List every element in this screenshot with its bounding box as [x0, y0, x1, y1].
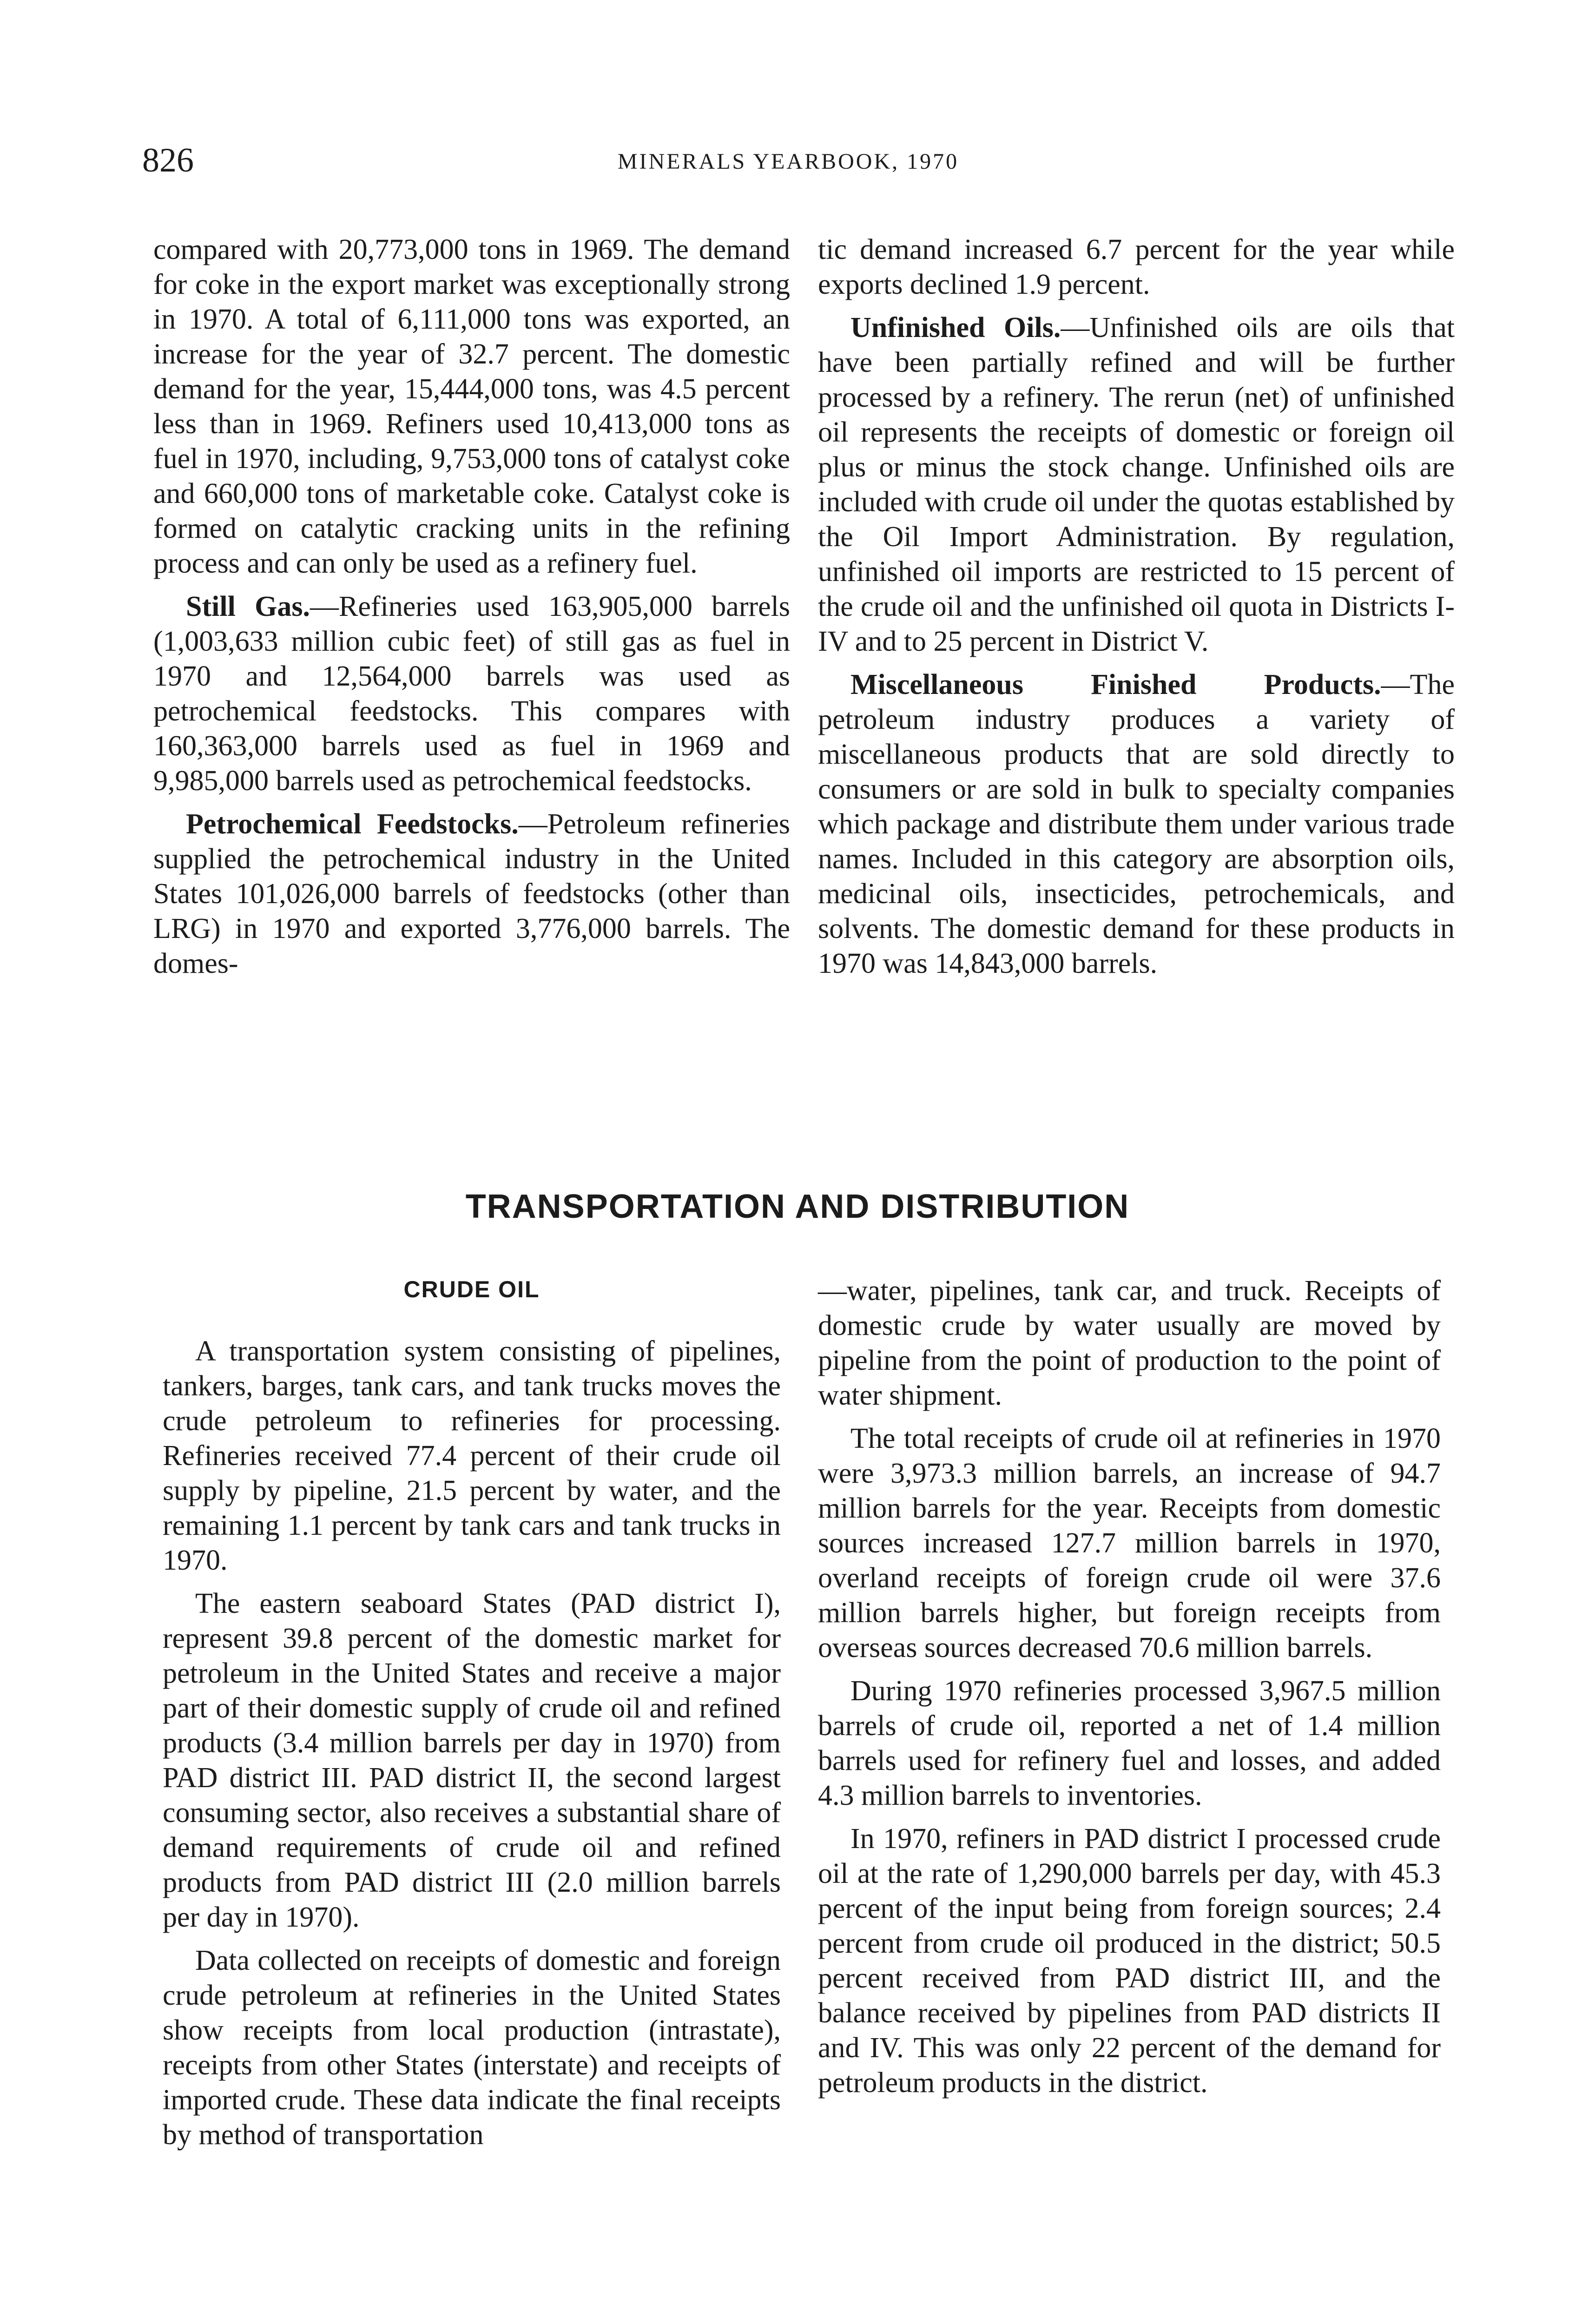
- petrochemical-text: —Petroleum refineries supplied the petrochemical industry in the United States 101,026,000 barrels of feedstocks (other than LRG) in 1970 and exported 3,776,000 barrels. The domes-: [153, 808, 790, 979]
- miscellaneous-heading: Miscellaneous Finished Products.: [850, 669, 1381, 700]
- paragraph-petrochemical-feedstocks: [153, 807, 790, 981]
- paragraph-still-gas: [153, 589, 790, 799]
- column-bottom-right: [818, 1274, 1441, 2109]
- petrochemical-heading: Petrochemical Feedstocks.: [186, 808, 519, 840]
- paragraph-total-receipts: The total receipts of crude oil at refineries in 1970 were 3,973.3 million barrels, an increase of 94.7 million barrels for the year. Receipts from domestic sources increased 127.7 million barrels in 1970, overland receipts of foreign crude oil were 37.6 million barrels higher, but foreign receipts from overseas sources decreased 70.6 million barrels.: [818, 1423, 1441, 1664]
- running-head: MINERALS YEARBOOK, 1970: [617, 149, 959, 174]
- column-bottom-left: [163, 1334, 781, 2161]
- column-top-right: [818, 232, 1455, 990]
- subsection-title: CRUDE OIL: [403, 1276, 540, 1302]
- unfinished-oils-heading: Unfinished Oils.: [850, 312, 1061, 343]
- section-title: TRANSPORTATION AND DISTRIBUTION: [465, 1188, 1130, 1225]
- paragraph-coke-continued: compared with 20,773,000 tons in 1969. The demand for coke in the export market was exceptionally strong in 1970. A total of 6,111,000 tons was exported, an increase for the year of 32.7 percent. The domestic demand for the year, 15,444,000 tons, was 4.5 percent less than in 1969. Refiners used 10,413,000 tons as fuel in 1970, including, 9,753,000 tons of catalyst coke and 660,000 tons of marketable coke. Catalyst coke is formed on catalytic cracking units in the refining process and can only be used as a refinery fuel.: [153, 234, 790, 579]
- page-number: 826: [142, 141, 194, 179]
- page-header: [142, 135, 1434, 186]
- paragraph-transport-system: A transportation system consisting of pipelines, tankers, barges, tank cars, and tank trucks moves the crude petroleum to refineries for processing. Refineries received 77.4 percent of their crude oil supply by pipeline, 21.5 percent by water, and the remaining 1.1 percent by tank cars and tank trucks in 1970.: [163, 1335, 781, 1576]
- paragraph-receipts-data: Data collected on receipts of domestic and foreign crude petroleum at refineries in the United States show receipts from local production (intrastate), receipts from other States (interstate) and receipts of imported crude. These data indicate the final receipts by method of transportation: [163, 1945, 781, 2151]
- paragraph-miscellaneous-products: [818, 667, 1455, 981]
- paragraph-transport-methods: —water, pipelines, tank car, and truck. Receipts of domestic crude by water usually are moved by pipeline from the point of production to the point of water shipment.: [818, 1275, 1441, 1411]
- unfinished-oils-text: —Unfinished oils are oils that have been partially refined and will be further processed by a refinery. The rerun (net) of unfinished oil represents the receipts of domestic or foreign oil plus or minus the stock change. Unfinished oils are included with crude oil under the quotas established by the Oil Import Administration. By regulation, unfinished oil imports are restricted to 15 percent of the crude oil and the unfinished oil quota in Districts I-IV and to 25 percent in District V.: [818, 312, 1455, 657]
- column-top-left: [153, 232, 790, 990]
- paragraph-pad-district-one: In 1970, refiners in PAD district I processed crude oil at the rate of 1,290,000 barrels per day, with 45.3 percent of the input being from foreign sources; 2.4 percent from crude oil produced in the district; 50.5 percent received from PAD district III, and the balance received by pipelines from PAD districts II and IV. This was only 22 percent of the demand for petroleum products in the district.: [818, 1823, 1441, 2099]
- paragraph-unfinished-oils: [818, 310, 1455, 659]
- still-gas-heading: Still Gas.: [186, 591, 310, 622]
- still-gas-text: —Refineries used 163,905,000 barrels (1,003,633 million cubic feet) of still gas as fuel in 1970 and 12,564,000 barrels was used as petrochemical feedstocks. This compares with 160,363,000 barrels used as fuel in 1969 and 9,985,000 barrels used as petrochemical feedstocks.: [153, 591, 790, 797]
- paragraph-petrochemical-continued: tic demand increased 6.7 percent for the year while exports declined 1.9 percent.: [818, 234, 1455, 300]
- paragraph-refineries-processed: During 1970 refineries processed 3,967.5 million barrels of crude oil, reported a net of 1.4 million barrels used for refinery fuel and losses, and added 4.3 million barrels to inventories.: [818, 1675, 1441, 1811]
- paragraph-eastern-seaboard: The eastern seaboard States (PAD district I), represent 39.8 percent of the domestic market for petroleum in the United States and receive a major part of their domestic supply of crude oil and refined products (3.4 million barrels per day in 1970) from PAD district III. PAD district II, the second largest consuming sector, also receives a substantial share of demand requirements of crude oil and refined products from PAD district III (2.0 million barrels per day in 1970).: [163, 1588, 781, 1933]
- miscellaneous-text: —The petroleum industry produces a variety of miscellaneous products that are sold directly to consumers or are sold in bulk to specialty companies which package and distribute them under various trade names. Included in this category are absorption oils, medicinal oils, insecticides, petrochemicals, and solvents. The domestic demand for these products in 1970 was 14,843,000 barrels.: [818, 669, 1455, 979]
